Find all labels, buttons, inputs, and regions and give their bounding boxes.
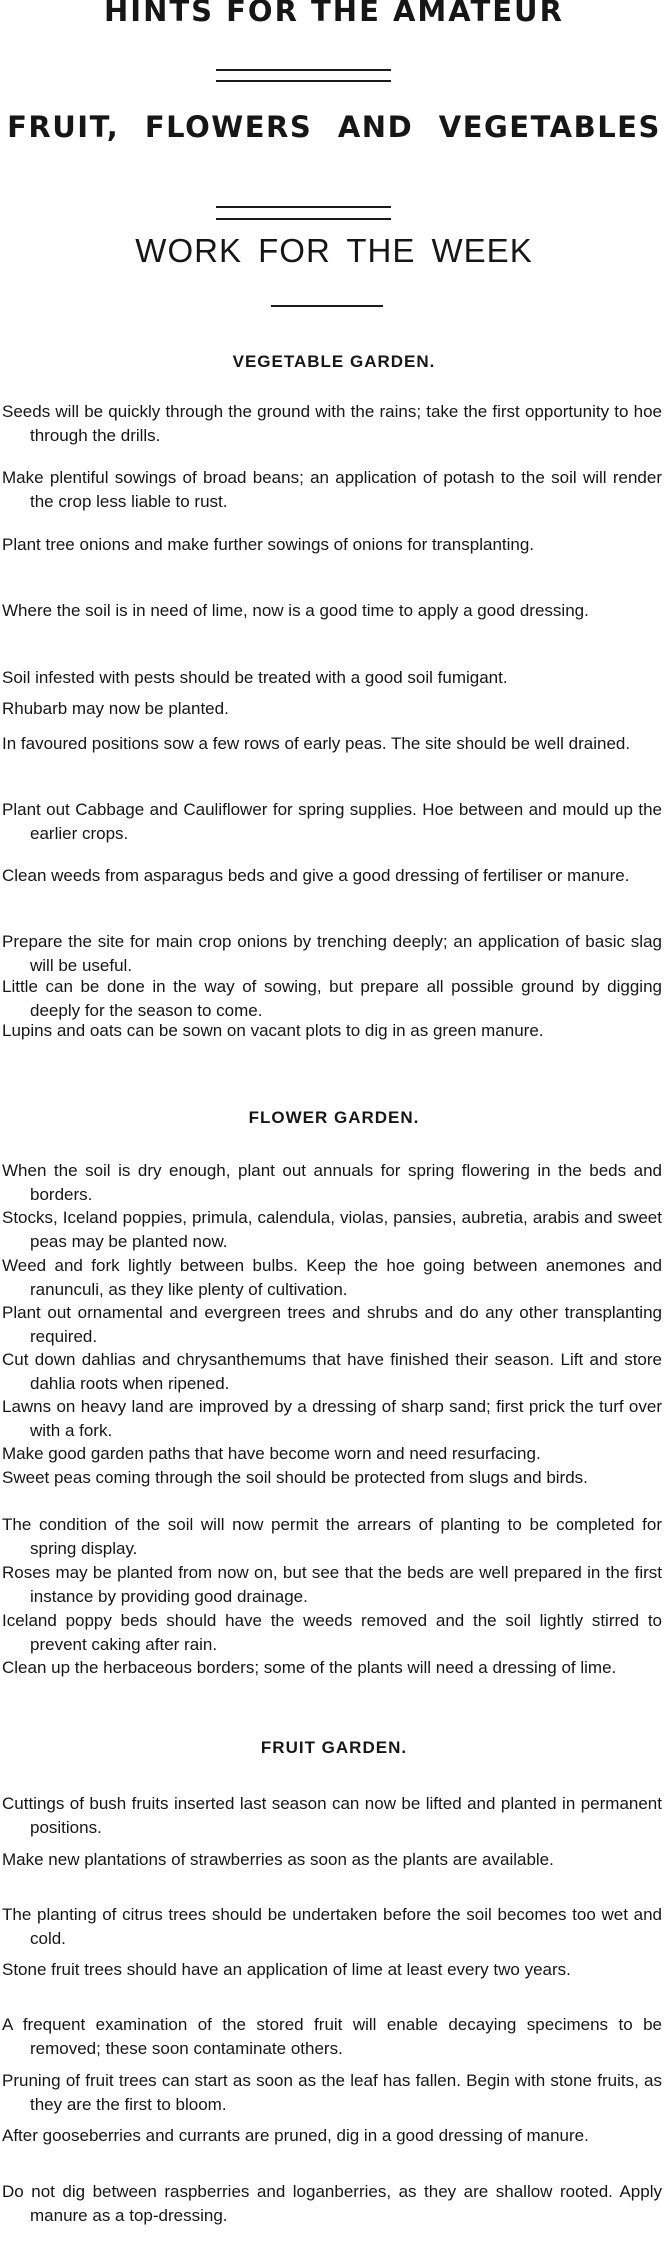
vegetable-paragraph: Soil infested with pests should be treated with a good soil fumigant. <box>2 668 508 687</box>
fruit-paragraph: After gooseberries and currants are pruned, dig in a good dressing of manure. <box>2 2126 589 2145</box>
subtitle-divider-top <box>216 206 391 208</box>
flower-paragraph: When the soil is dry enough, plant out annuals for spring flowering in the beds and borders. <box>2 1161 662 1204</box>
flower-paragraph: Iceland poppy beds should have the weeds removed and the soil lightly stirred to prevent caking after rain. <box>2 1611 662 1654</box>
flower-paragraph: Stocks, Iceland poppies, primula, calendula, violas, pansies, aubretia, arabis and sweet peas may be planted now. <box>2 1208 662 1251</box>
fruit-paragraph: Stone fruit trees should have an application of lime at least every two years. <box>2 1960 571 1979</box>
page-subtitle: FRUIT, FLOWERS AND VEGETABLES <box>7 110 661 144</box>
vegetable-paragraph: Lupins and oats can be sown on vacant plots to dig in as green manure. <box>2 1021 544 1040</box>
fruit-paragraph: Cuttings of bush fruits inserted last season can now be lifted and planted in permanent positions. <box>2 1794 662 1837</box>
vegetable-paragraph: Rhubarb may now be planted. <box>2 699 229 718</box>
title-divider-bottom <box>216 80 391 82</box>
flower-paragraph: Clean up the herbaceous borders; some of the plants will need a dressing of lime. <box>2 1658 617 1677</box>
flower-paragraph: Plant out ornamental and evergreen trees and shrubs and do any other transplanting required. <box>2 1303 662 1346</box>
fruit-paragraph: Do not dig between raspberries and loganberries, as they are shallow rooted. Apply manure as a top-dressing. <box>2 2182 662 2225</box>
flower-garden-heading: FLOWER GARDEN. <box>248 1108 420 1127</box>
work-for-the-week-title: WORK FOR THE WEEK <box>135 232 533 269</box>
flower-paragraph: Make good garden paths that have become worn and need resurfacing. <box>2 1444 541 1463</box>
vegetable-paragraph: Where the soil is in need of lime, now is a good time to apply a good dressing. <box>2 601 589 620</box>
vegetable-paragraph: Plant tree onions and make further sowings of onions for transplanting. <box>2 535 535 554</box>
fruit-garden-heading: FRUIT GARDEN. <box>260 1738 408 1757</box>
flower-paragraph: Roses may be planted from now on, but see that the beds are well prepared in the first instance by providing good drainage. <box>2 1563 662 1606</box>
flower-paragraph: Cut down dahlias and chrysanthemums that have finished their season. Lift and store dahlia roots when ripened. <box>2 1350 662 1393</box>
flower-paragraph: Weed and fork lightly between bulbs. Keep the hoe going between anemones and ranunculi, as they like plenty of cultivation. <box>2 1256 662 1299</box>
section-title-divider <box>271 305 383 307</box>
flower-paragraph: The condition of the soil will now permit the arrears of planting to be completed for spring display. <box>2 1515 662 1558</box>
page-title: HINTS FOR THE AMATEUR <box>104 0 564 28</box>
vegetable-paragraph: Prepare the site for main crop onions by trenching deeply; an application of basic slag will be useful. <box>2 932 662 975</box>
fruit-paragraph: Make new plantations of strawberries as soon as the plants are available. <box>2 1850 554 1869</box>
vegetable-paragraph: In favoured positions sow a few rows of early peas. The site should be well drained. <box>2 734 631 753</box>
vegetable-paragraph: Clean weeds from asparagus beds and give a good dressing of fertiliser or manure. <box>2 866 630 885</box>
flower-paragraph: Lawns on heavy land are improved by a dressing of sharp sand; first prick the turf over with a fork. <box>2 1397 662 1440</box>
vegetable-paragraph: Little can be done in the way of sowing, but prepare all possible ground by digging deeply for the season to come. <box>2 977 662 1020</box>
vegetable-garden-heading: VEGETABLE GARDEN. <box>232 352 436 371</box>
flower-paragraph: Sweet peas coming through the soil should be protected from slugs and birds. <box>2 1468 588 1487</box>
vegetable-paragraph: Plant out Cabbage and Cauliflower for spring supplies. Hoe between and mould up the earlier crops. <box>2 800 662 843</box>
subtitle-divider-bottom <box>216 218 391 220</box>
vegetable-paragraph: Make plentiful sowings of broad beans; an application of potash to the soil will render the crop less liable to rust. <box>2 468 662 511</box>
fruit-paragraph: A frequent examination of the stored fruit will enable decaying specimens to be removed; these soon contaminate others. <box>2 2015 662 2058</box>
title-divider-top <box>216 69 391 71</box>
fruit-paragraph: The planting of citrus trees should be undertaken before the soil becomes too wet and cold. <box>2 1905 662 1948</box>
vegetable-paragraph: Seeds will be quickly through the ground with the rains; take the first opportunity to hoe through the drills. <box>2 402 662 445</box>
fruit-paragraph: Pruning of fruit trees can start as soon as the leaf has fallen. Begin with stone fruits, as they are the first to bloom. <box>2 2071 662 2114</box>
